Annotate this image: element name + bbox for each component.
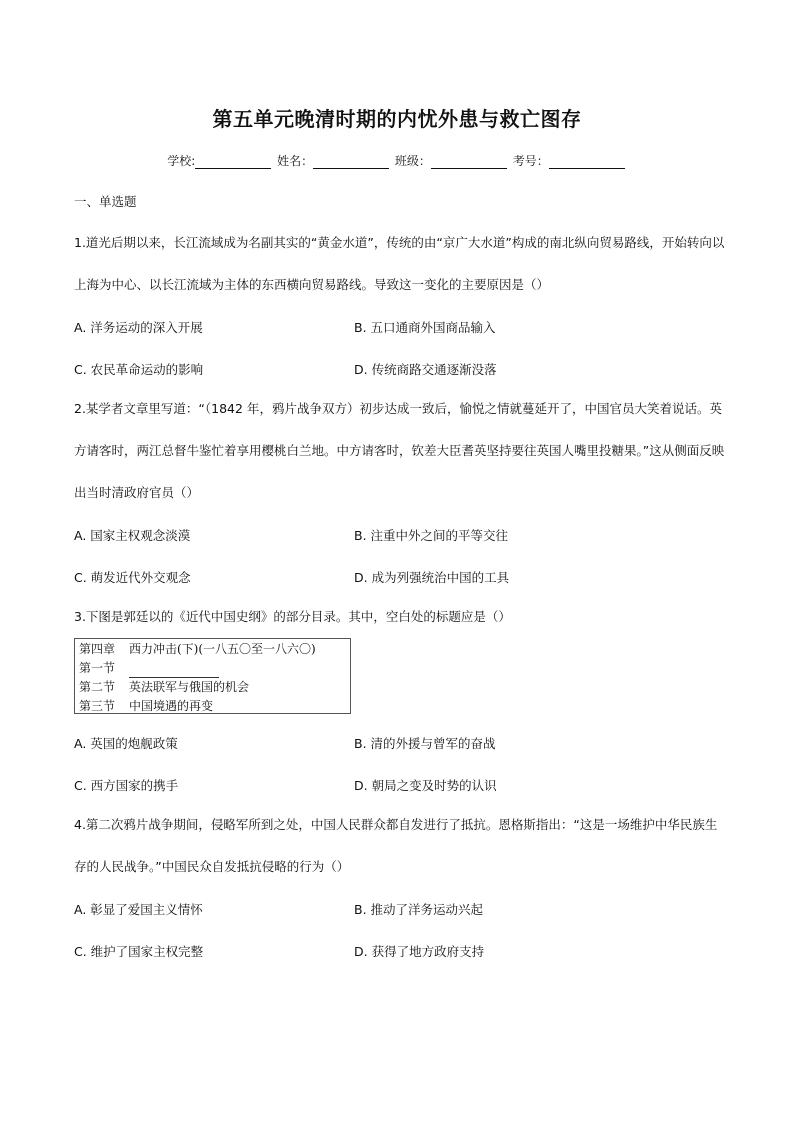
section-heading: 一、单选题 <box>74 194 137 209</box>
toc-blank-title <box>129 664 219 678</box>
exam-number-blank[interactable] <box>549 156 625 169</box>
school-blank[interactable] <box>195 156 271 169</box>
question-4-option-b[interactable]: B. 推动了洋务运动兴起 <box>354 902 484 917</box>
question-2-option-a[interactable]: A. 国家主权观念淡漠 <box>74 528 191 543</box>
question-4-text: 4.第二次鸦片战争期间，侵略军所到之处，中国人民群众都自发进行了抵抗。恩格斯指出：“这是一场维护中华民族生存的人民战争。”中国民众自发抵抗侵略的行为（） <box>74 817 718 874</box>
toc-row <box>79 697 346 716</box>
toc-title: 西力冲击(下)(一八五〇至一八六〇) <box>129 642 316 656</box>
toc-title: 中国境遇的再变 <box>129 699 214 713</box>
name-label: 姓名： <box>277 154 314 168</box>
page-title: 第五单元晚清时期的内忧外患与救亡图存 <box>212 107 582 131</box>
toc-title: 英法联军与俄国的机会 <box>129 680 250 694</box>
question-1-option-d[interactable]: D. 传统商路交通逐渐没落 <box>354 362 497 377</box>
question-4-option-c[interactable]: C. 维护了国家主权完整 <box>74 944 204 959</box>
question-3-option-a[interactable]: A. 英国的炮舰政策 <box>74 736 178 751</box>
question-3-option-d[interactable]: D. 朝局之变及时势的认识 <box>354 778 497 793</box>
toc-row <box>79 640 346 659</box>
question-3-option-c[interactable]: C. 西方国家的携手 <box>74 778 179 793</box>
toc-chapter: 第三节 <box>79 699 116 713</box>
question-2-text: 2.某学者文章里写道：“（1842 年，鸦片战争双方）初步达成一致后，愉悦之情就蔓延开了，中国官员大笑着说话。英方请客时，两江总督牛鉴忙着享用樱桃白兰地。中方请客时，钦差大臣耆英坚持要往英国人嘴里投糖果。”这从侧面反映出当时清政府官员（） <box>74 401 725 500</box>
toc-row <box>79 678 346 697</box>
question-1-option-b[interactable]: B. 五口通商外国商品输入 <box>354 320 496 335</box>
student-info-line <box>0 152 794 169</box>
question-3-text: 3.下图是郭廷以的《近代中国史纲》的部分目录。其中，空白处的标题应是（） <box>74 609 511 624</box>
class-label: 班级： <box>394 154 431 168</box>
question-4-option-a[interactable]: A. 彰显了爱国主义情怀 <box>74 902 203 917</box>
question-2-option-c[interactable]: C. 萌发近代外交观念 <box>74 570 191 585</box>
school-label: 学校: <box>167 154 196 168</box>
question-2-option-b[interactable]: B. 注重中外之间的平等交往 <box>354 528 509 543</box>
toc-chapter: 第四章 <box>79 642 116 656</box>
toc-chapter: 第二节 <box>79 680 116 694</box>
question-2-option-d[interactable]: D. 成为列强统治中国的工具 <box>354 570 510 585</box>
question-1-text: 1.道光后期以来，长江流域成为名副其实的“黄金水道”，传统的由“京广大水道”构成的南北纵向贸易路线，开始转向以上海为中心、以长江流域为主体的东西横向贸易路线。导致这一变化的主要原因是（） <box>74 235 725 292</box>
question-4-option-d[interactable]: D. 获得了地方政府支持 <box>354 944 485 959</box>
toc-row <box>79 659 346 678</box>
question-1-option-a[interactable]: A. 洋务运动的深入开展 <box>74 320 203 335</box>
question-1-option-c[interactable]: C. 农民革命运动的影响 <box>74 362 204 377</box>
question-3-option-b[interactable]: B. 清的外援与曾军的奋战 <box>354 736 496 751</box>
class-blank[interactable] <box>431 156 507 169</box>
toc-chapter: 第一节 <box>79 661 116 675</box>
name-blank[interactable] <box>313 156 389 169</box>
table-of-contents-figure <box>74 638 351 714</box>
exam-number-label: 考号： <box>512 154 549 168</box>
